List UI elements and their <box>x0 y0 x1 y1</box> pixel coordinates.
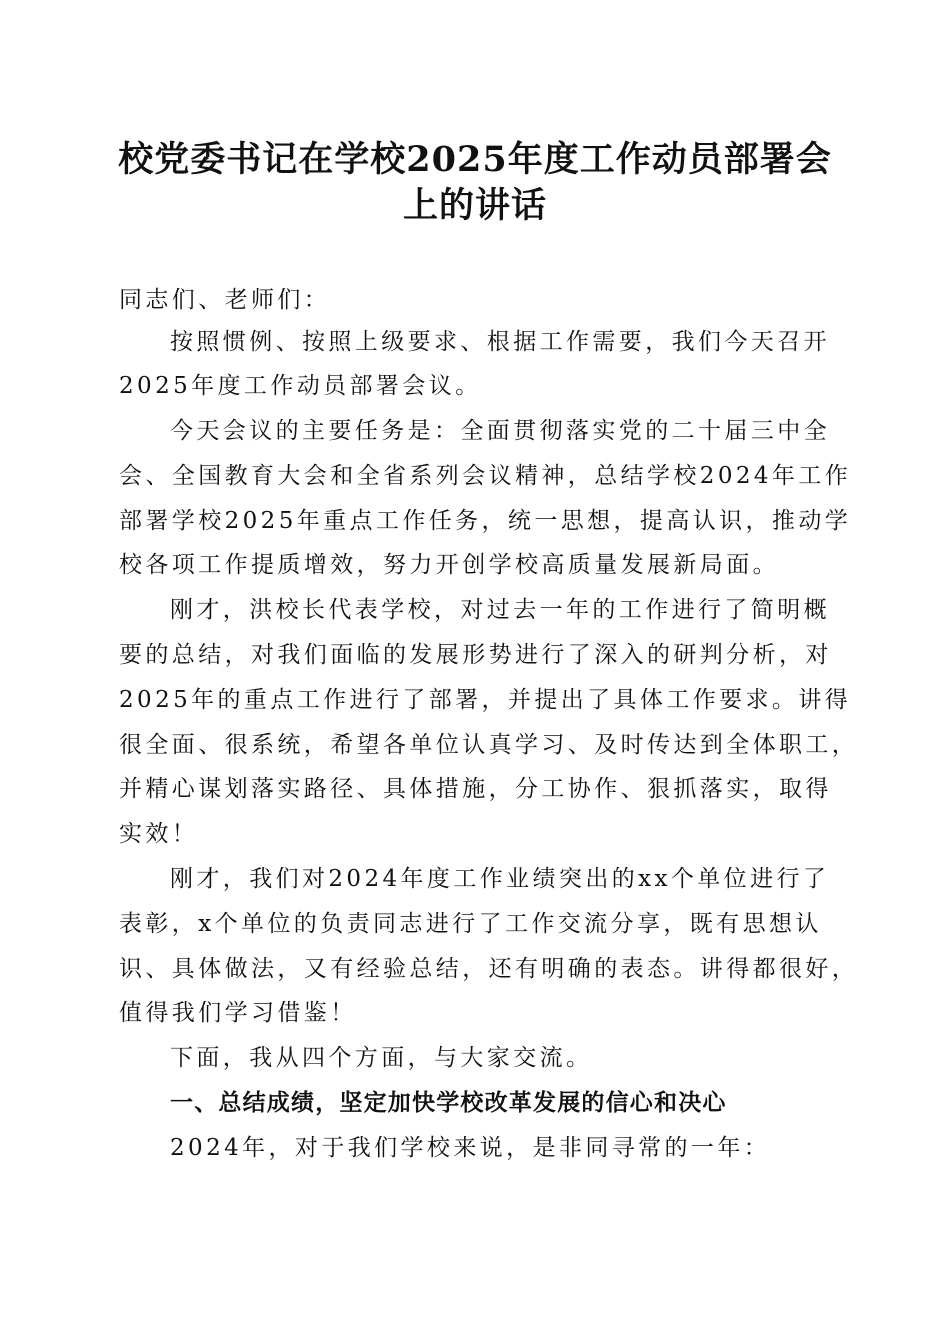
paragraph-4-line-4: 值得我们学习借鉴！ <box>119 1000 357 1026</box>
paragraph-3-line-2: 要的总结，对我们面临的发展形势进行了深入的研判分析，对 <box>119 642 832 668</box>
section-heading-1: 一、总结成绩，坚定加快学校改革发展的信心和决心 <box>170 1090 727 1116</box>
paragraph-4-line-2: 表彰，x个单位的负责同志进行了工作交流分享，既有思想认 <box>119 911 822 937</box>
paragraph-2-line-2: 会、全国教育大会和全省系列会议精神，总结学校2024年工作 <box>119 463 852 489</box>
paragraph-3-line-5: 并精心谋划落实路径、具体措施，分工协作、狠抓落实，取得 <box>119 776 832 802</box>
paragraph-5-line-1: 下面，我从四个方面，与大家交流。 <box>170 1045 593 1071</box>
paragraph-2-line-4: 校各项工作提质增效，努力开创学校高质量发展新局面。 <box>119 552 779 578</box>
salutation: 同志们、老师们： <box>119 287 331 313</box>
paragraph-3-line-6: 实效！ <box>119 821 199 847</box>
paragraph-2-line-3: 部署学校2025年重点工作任务，统一思想，提高认识，推动学 <box>119 508 852 534</box>
section-1-first-line: 2024年，对于我们学校来说，是非同寻常的一年： <box>170 1135 771 1161</box>
paragraph-4-line-3: 识、具体做法，又有经验总结，还有明确的表态。讲得都很好， <box>119 956 859 982</box>
paragraph-3-line-4: 很全面、很系统，希望各单位认真学习、及时传达到全体职工， <box>119 732 859 758</box>
paragraph-3-line-3: 2025年的重点工作进行了部署，并提出了具体工作要求。讲得 <box>119 687 852 713</box>
document-title-line-1: 校党委书记在学校2025年度工作动员部署会 <box>118 139 832 180</box>
paragraph-3-line-1: 刚才，洪校长代表学校，对过去一年的工作进行了简明概 <box>170 597 830 623</box>
paragraph-4-line-1: 刚才，我们对2024年度工作业绩突出的xx个单位进行了 <box>170 866 830 892</box>
document-title-line-2: 上的讲话 <box>402 185 547 226</box>
paragraph-1-line-1: 按照惯例、按照上级要求、根据工作需要，我们今天召开 <box>170 329 830 355</box>
paragraph-1-line-2: 2025年度工作动员部署会议。 <box>119 373 482 399</box>
paragraph-2-line-1: 今天会议的主要任务是：全面贯彻落实党的二十届三中全 <box>170 418 830 444</box>
